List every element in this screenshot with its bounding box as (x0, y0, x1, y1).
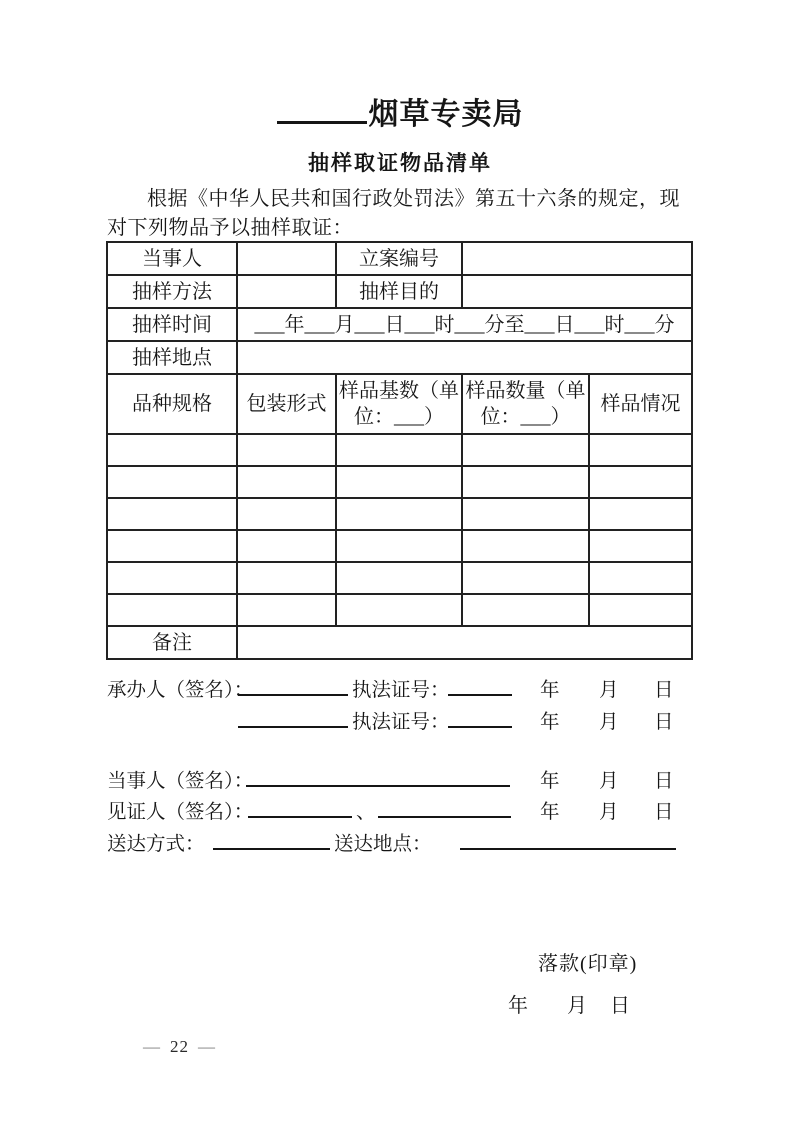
item-cell (589, 434, 692, 466)
item-cell (336, 434, 462, 466)
item-row (107, 530, 692, 562)
year-label: 年 (540, 802, 560, 823)
time-value-cell: ___年___月___日___时___分至___日___时___分 (237, 308, 692, 341)
item-cell (462, 434, 589, 466)
table-row (107, 275, 692, 308)
witness-signature-blank-1 (248, 796, 352, 818)
year-label: 年 (540, 712, 560, 733)
item-cell (336, 498, 462, 530)
law-cert-blank (448, 674, 512, 696)
undertaker-signature-line-1 (107, 674, 707, 700)
item-cell (237, 562, 336, 594)
item-cell (589, 466, 692, 498)
table-header-row (107, 374, 692, 434)
remark-row (107, 626, 692, 659)
purpose-value-cell (462, 275, 692, 308)
item-cell (589, 530, 692, 562)
day-label: 日 (610, 995, 630, 1017)
day-label: 日 (654, 712, 674, 733)
page-number (134, 1037, 225, 1057)
year-label: 年 (540, 771, 560, 792)
case-no-label-cell: 立案编号 (336, 242, 462, 275)
delivery-place-blank (460, 828, 676, 850)
remark-label-cell: 备注 (107, 626, 237, 659)
item-cell (462, 562, 589, 594)
item-cell (107, 498, 237, 530)
law-cert-label: 执法证号： (352, 680, 450, 701)
item-cell (462, 498, 589, 530)
party-label-cell: 当事人 (107, 242, 237, 275)
item-cell (107, 530, 237, 562)
year-label: 年 (540, 680, 560, 701)
col-header-sample-base: 样品基数（单位：___） (336, 374, 462, 434)
intro-paragraph (107, 185, 697, 243)
day-label: 日 (654, 771, 674, 792)
bureau-name-blank-underline (277, 94, 367, 124)
page-number-dash-left: — (143, 1037, 161, 1056)
delivery-method-label: 送达方式： (107, 834, 205, 855)
day-label: 日 (654, 802, 674, 823)
intro-line-2: 对下列物品予以抽样取证： (107, 217, 353, 239)
item-cell (336, 530, 462, 562)
page-title: 抽样取证物品清单 (308, 152, 492, 175)
undertaker-signature-blank (238, 706, 348, 728)
item-cell (336, 594, 462, 626)
method-label-cell: 抽样方法 (107, 275, 237, 308)
item-cell (237, 498, 336, 530)
witness-label: 见证人（签名）： (107, 802, 254, 823)
witness-signature-blank-2 (378, 796, 511, 818)
year-label: 年 (508, 995, 528, 1017)
month-label: 月 (567, 995, 587, 1017)
delivery-place-label: 送达地点： (334, 834, 432, 855)
item-cell (462, 466, 589, 498)
method-value-cell (237, 275, 336, 308)
item-row (107, 466, 692, 498)
item-cell (462, 530, 589, 562)
witness-signature-line (107, 796, 707, 822)
page-number-value: 22 (170, 1037, 189, 1056)
col-header-variety: 品种规格 (107, 374, 237, 434)
party-label: 当事人（签名）： (107, 771, 254, 792)
place-label-cell: 抽样地点 (107, 341, 237, 374)
purpose-label-cell: 抽样目的 (336, 275, 462, 308)
table-row (107, 341, 692, 374)
item-cell (336, 562, 462, 594)
col-header-sample-condition: 样品情况 (589, 374, 692, 434)
item-cell (107, 594, 237, 626)
item-cell (336, 466, 462, 498)
remark-value-cell (237, 626, 692, 659)
item-cell (237, 466, 336, 498)
item-cell (237, 530, 336, 562)
undertaker-signature-blank (238, 674, 348, 696)
item-cell (589, 594, 692, 626)
table-row (107, 308, 692, 341)
party-signature-line (107, 765, 707, 791)
month-label: 月 (599, 771, 619, 792)
page-number-dash-right: — (198, 1037, 216, 1056)
sampling-form-table (106, 241, 693, 660)
item-cell (107, 562, 237, 594)
bureau-header (107, 89, 693, 133)
time-label-cell: 抽样时间 (107, 308, 237, 341)
col-header-packaging: 包装形式 (237, 374, 336, 434)
stamp-label: 落款(印章) (538, 953, 638, 975)
item-row (107, 562, 692, 594)
item-row (107, 594, 692, 626)
item-cell (589, 498, 692, 530)
party-signature-blank (246, 765, 510, 787)
item-cell (462, 594, 589, 626)
item-cell (237, 434, 336, 466)
month-label: 月 (599, 802, 619, 823)
day-label: 日 (654, 680, 674, 701)
intro-line-1: 根据《中华人民共和国行政处罚法》第五十六条的规定，现 (147, 188, 680, 210)
item-cell (237, 594, 336, 626)
month-label: 月 (599, 680, 619, 701)
item-cell (107, 434, 237, 466)
bureau-header-title: 烟草专卖局 (368, 98, 524, 131)
item-cell (589, 562, 692, 594)
col-header-sample-qty: 样品数量（单位：___） (462, 374, 589, 434)
undertaker-signature-line-2 (107, 706, 707, 732)
place-value-cell (237, 341, 692, 374)
law-cert-blank (448, 706, 512, 728)
law-cert-label: 执法证号： (352, 712, 450, 733)
table-row (107, 242, 692, 275)
witness-separator: 、 (356, 802, 376, 823)
party-value-cell (237, 242, 336, 275)
undertaker-label: 承办人（签名）： (107, 680, 254, 701)
delivery-line (107, 828, 707, 854)
item-row (107, 434, 692, 466)
case-no-value-cell (462, 242, 692, 275)
delivery-method-blank (213, 828, 330, 850)
item-row (107, 498, 692, 530)
month-label: 月 (599, 712, 619, 733)
item-cell (107, 466, 237, 498)
